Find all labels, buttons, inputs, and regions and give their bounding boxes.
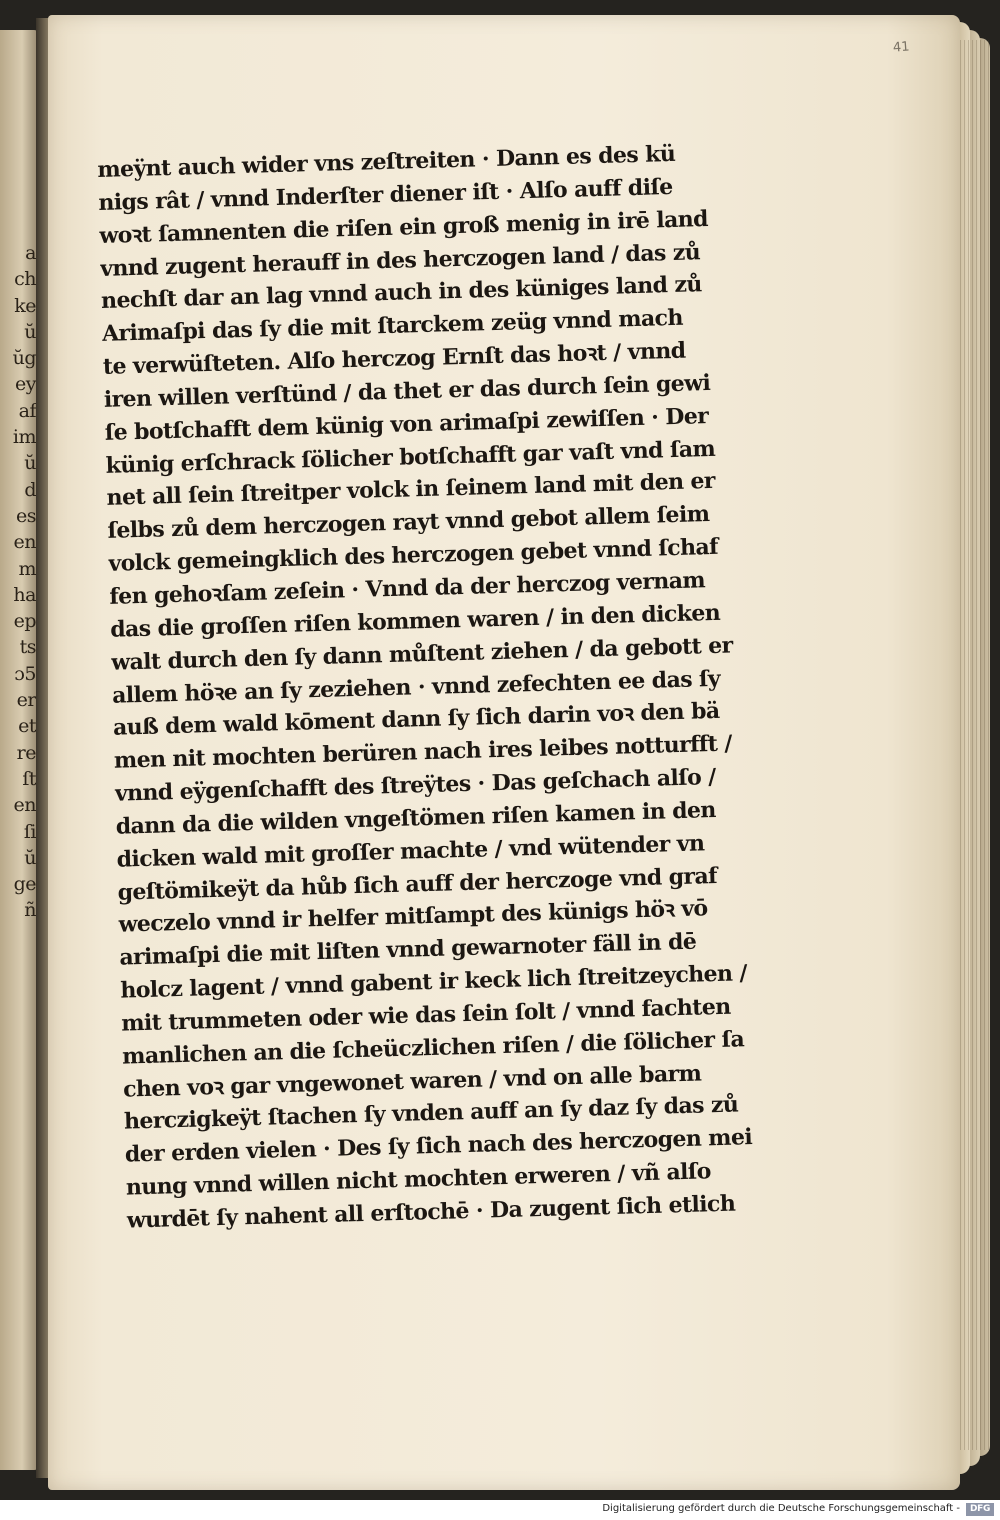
left-page-fragment: ey: [15, 373, 36, 396]
left-page-fragments: [2, 240, 36, 924]
footer-bar: [0, 1500, 1000, 1520]
text-line: vnnd eÿgenſchafft des ſtreÿtes · Das geſchach alſo /: [114, 764, 716, 807]
text-line: herczigkeÿt ſtachen ſy vnden auff an ſy daz ſy das zů: [123, 1091, 739, 1136]
text-line: mit trummeten oder wie das ſein ſolt / vnnd fachten: [120, 993, 731, 1037]
left-page-fragment: en: [13, 531, 36, 554]
text-line: manlichen an die ſcheüczlichen riſen / die ſölicher ſa: [121, 1026, 745, 1070]
left-page-fragment: et: [18, 715, 36, 738]
text-line: dann da die wilden vngeſtömen riſen kamen in den: [115, 796, 717, 840]
left-page-fragment: ɔ5: [14, 662, 36, 685]
left-page-fragment: ŭ: [24, 320, 36, 343]
left-page-fragment: ch: [14, 268, 36, 291]
text-block: [97, 135, 795, 1237]
left-page-fragment: af: [18, 399, 36, 422]
dfg-logo: DFG: [966, 1503, 994, 1516]
text-line: nung vnnd willen nicht mochten erweren / vñ alſo: [125, 1158, 712, 1201]
text-line: weczelo vnnd ir helfer mitſampt des künigs höꝛ vō: [118, 895, 708, 939]
page-edge-stripes: [960, 40, 990, 1450]
left-page-fragment: re: [16, 741, 36, 764]
left-page-fragment: es: [16, 504, 36, 527]
text-line: ſe botſchafft dem künig von arimaſpi zewiſſen · Der: [104, 402, 709, 446]
text-line: geſtömikeÿt da hůb ſich auff der herczoge vnd graf: [117, 862, 718, 906]
text-line: iren willen verſtünd / da thet er das durch ſein gewi: [103, 369, 711, 413]
text-line: net all ſein ſtreitper volck in ſeinem land mit den er: [106, 468, 716, 512]
text-line: allem höꝛe an ſy zeziehen · vnnd zefechten ee das ſy: [111, 665, 721, 709]
text-line: das die groſſen riſen kommen waren / in den dicken: [109, 599, 721, 643]
folio-number: 41: [892, 39, 911, 56]
left-page-fragment: ge: [13, 873, 36, 896]
text-line: auß dem wald kōment dann ſy ſich darin voꝛ den bä: [112, 698, 720, 742]
left-page-fragment: ke: [14, 294, 36, 317]
left-page-fragment: en: [13, 794, 36, 817]
text-line: chen voꝛ gar vngewonet waren / vnd on alle barm: [122, 1060, 702, 1103]
text-line: holcz lagent / vnnd gabent ir keck lich ſtreitzeychen /: [120, 960, 748, 1004]
text-line: walt durch den ſy dann můſtent ziehen / da gebott er: [110, 632, 733, 676]
text-line: arimaſpi die mit liſten vnnd gewarnoter fäll in dē: [119, 928, 697, 971]
text-line: men nit mochten berüren nach ires leibes notturfft /: [113, 730, 733, 774]
text-line: woꝛt ſamnenten die riſen ein groß menig in irē land: [98, 205, 709, 249]
left-facing-page: [0, 30, 40, 1470]
left-page-fragment: ts: [19, 636, 36, 659]
left-page-fragment: ŭ: [24, 452, 36, 475]
left-page-fragment: ñ: [24, 899, 36, 922]
left-page-fragment: ď: [24, 478, 36, 501]
text-line: te verwüſteten. Alſo herczog Ernſt das hoꝛt / vnnd: [102, 337, 686, 380]
text-line: fen gehoꝛſam zeſein · Vnnd da der herczog vernam: [109, 567, 706, 610]
text-line: dicken wald mit groſſer machte / vnd wütender vn: [116, 830, 705, 873]
left-page-fragment: im: [12, 426, 36, 449]
left-page-fragment: ŭg: [12, 347, 36, 370]
text-line: der erden vielen · Des ſy ſich nach des herczogen mei: [124, 1124, 753, 1168]
text-line: künig erſchrack ſölicher botſchafft gar vaſt vnd ſam: [105, 435, 716, 479]
left-page-fragment: er: [16, 689, 36, 712]
text-line: meÿnt auch wider vns zeſtreiten · Dann es des kü: [97, 140, 676, 183]
text-line: ſelbs zů dem herczogen rayt vnnd gebot allem ſeim: [107, 501, 710, 545]
left-page-fragment: m: [18, 557, 36, 580]
left-page-fragment: ep: [13, 610, 36, 633]
text-line: vnnd zugent herauff in des herczogen land / das zů: [99, 238, 701, 282]
left-page-fragment: ha: [13, 583, 36, 606]
left-page-fragment: a: [25, 242, 36, 264]
text-line: volck gemeingklich des herczogen gebet vnnd ſchaf: [108, 533, 719, 577]
footer-credit: Digitalisierung gefördert durch die Deutsche Forschungsgemeinschaft -: [602, 1503, 960, 1514]
left-page-fragment: ſt: [22, 767, 36, 790]
left-page-fragment: ŭ: [24, 846, 36, 869]
text-line: nechſt dar an lag vnnd auch in des küniges land zů: [100, 271, 703, 315]
text-line: nigs rât / vnnd Inderſter diener iſt · Alſo auff diſe: [98, 173, 674, 216]
text-line: wurdēt ſy nahent all erſtochē · Da zugent ſich etlich: [126, 1190, 736, 1234]
text-line: Arimaſpi das ſy die mit ſtarckem zeüg vnnd mach: [101, 304, 684, 348]
left-page-fragment: ſi: [23, 820, 36, 843]
